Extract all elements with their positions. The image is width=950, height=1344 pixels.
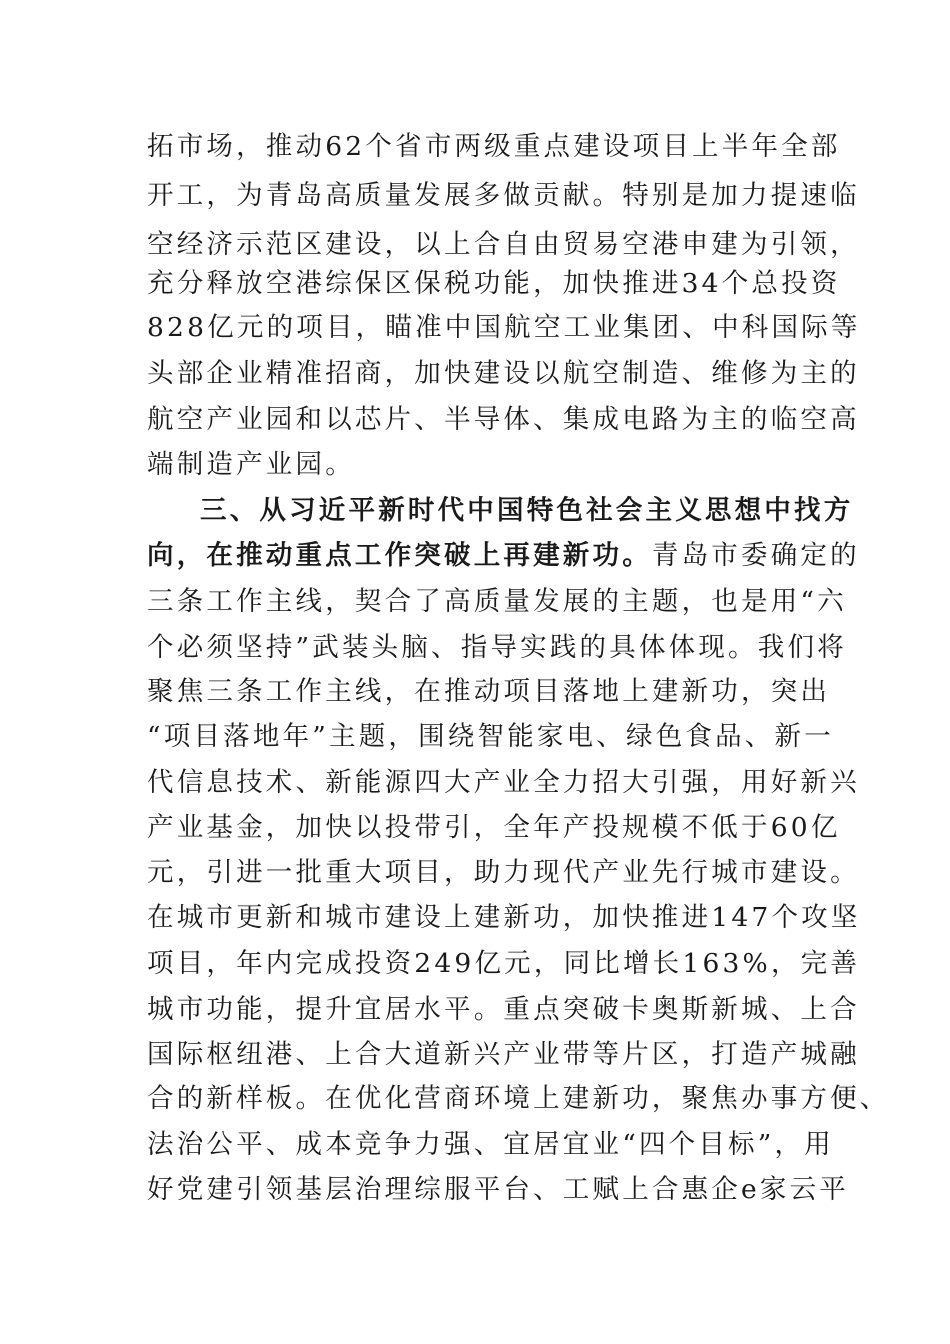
body-text-line: 聚焦三条工作主线，在推动项目落地上建新功，突出 [147, 676, 831, 707]
section-heading-line-1: 三、从习近平新时代中国特色社会主义思想中找方 [200, 495, 854, 526]
body-text-fragment: 青岛市委确定的 [651, 540, 860, 571]
body-text-line: 三条工作主线，契合了高质量发展的主题，也是用“六 [147, 586, 847, 617]
section-heading-continuation: 向，在推动重点工作突破上再建新功。 [147, 540, 652, 571]
body-text-line: 航空产业园和以芯片、半导体、集成电路为主的临空高 [147, 404, 860, 435]
body-text-line: 充分释放空港综保区保税功能，加快推进34个总投资 [147, 268, 841, 299]
body-text-line: 城市功能，提升宜居水平。重点突破卡奥斯新城、上合 [147, 994, 860, 1025]
body-text-line: 产业基金，加快以投带引，全年产投规模不低于60亿 [147, 812, 841, 843]
body-text-line: 项目，年内完成投资249亿元，同比增长163%，完善 [147, 948, 861, 979]
body-text-line: 好党建引领基层治理综服平台、工赋上合惠企e家云平 [147, 1174, 849, 1205]
body-text-line: 开工，为青岛高质量发展多做贡献。特别是加力提速临 [147, 180, 860, 211]
body-text-line: 在城市更新和城市建设上建新功，加快推进147个攻坚 [147, 902, 861, 933]
body-text-line: 拓市场，推动62个省市两级重点建设项目上半年全部 [147, 131, 841, 162]
body-text-line: 国际枢纽港、上合大道新兴产业带等片区，打造产城融 [147, 1039, 860, 1070]
body-text-line: 代信息技术、新能源四大产业全力招大引强，用好新兴 [147, 767, 860, 798]
body-text-line: “项目落地年”主题，围绕智能家电、绿色食品、新一 [147, 721, 834, 752]
section-heading-line-2 [147, 536, 860, 576]
body-text-line: 端制造产业园。 [147, 449, 355, 480]
body-text-line: 合的新样板。在优化营商环境上建新功，聚焦办事方便、 [147, 1083, 890, 1114]
body-text-line: 空经济示范区建设，以上合自由贸易空港申建为引领， [147, 229, 860, 260]
body-text-line: 828亿元的项目，瞄准中国航空工业集团、中科国际等 [147, 312, 861, 343]
body-text-line: 个必须坚持”武装头脑、指导实践的具体体现。我们将 [147, 632, 847, 663]
body-text-line: 法治公平、成本竞争力强、宜居宜业“四个目标”，用 [147, 1129, 834, 1160]
body-text-line: 元，引进一批重大项目，助力现代产业先行城市建设。 [147, 857, 860, 888]
body-text-line: 头部企业精准招商，加快建设以航空制造、维修为主的 [147, 358, 860, 389]
